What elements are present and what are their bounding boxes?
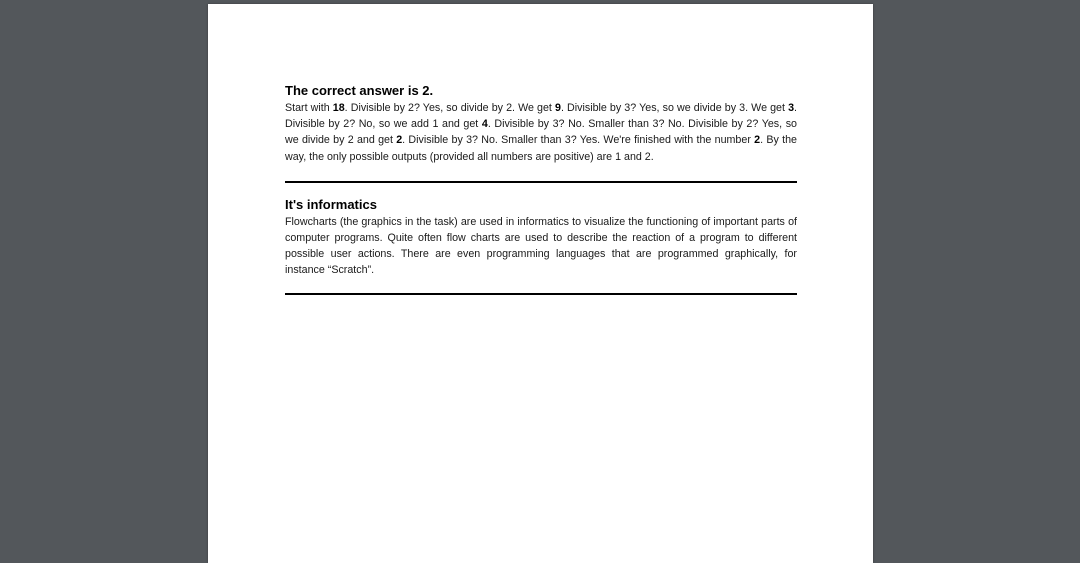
answer-text: . Divisible by 2? Yes, so divide by 2. We get [344,102,556,114]
document-page [208,4,873,563]
answer-heading: The correct answer is 2. [285,83,434,98]
answer-text: . Divisible by 2? No, so we add 1 and get [285,102,797,131]
answer-number: 2 [754,134,761,147]
answer-number: 18 [332,102,345,114]
answer-number: 2 [396,134,403,147]
answer-number: 4 [481,118,488,131]
section-divider [285,181,797,183]
section-divider [285,293,797,295]
informatics-text: Flowcharts (the graphics in the task) are used in informatics to visualize the functioning of important parts of computer programs. Quite often flow charts are used to describe the reaction of a program to different possible user actions. There are even programming languages that are programmed graphically, for instance “Scratch”. [285,215,797,277]
informatics-heading: It's informatics [285,196,377,212]
answer-number: 9 [555,102,561,114]
answer-text: . Divisible by 3? Yes, so we divide by 3. We get [560,102,789,114]
answer-text: . Divisible by 3? No. Smaller than 3? Yes. We're finished with the number [402,134,755,147]
answer-explanation [285,100,797,165]
page-content [285,82,797,295]
answer-text: . By the way, the only possible outputs (provided all numbers are positive) are 1 and 2. [285,134,797,163]
answer-text: . Divisible by 3? No. Smaller than 3? No. Divisible by 2? Yes, so we divide by 2 and get [285,118,797,147]
answer-number: 3 [788,102,795,114]
answer-text: Start with [285,102,333,114]
